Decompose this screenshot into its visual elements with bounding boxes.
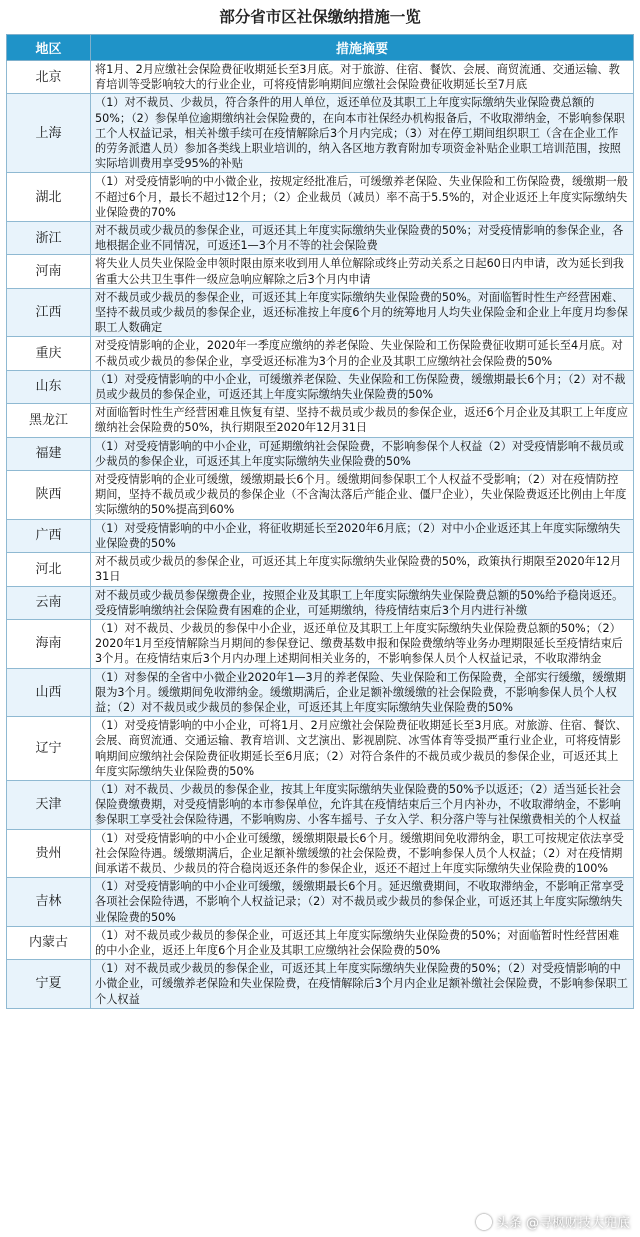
region-cell: 湖北 bbox=[7, 173, 91, 222]
summary-cell: 将1月、2月应缴社会保险费征收期延长至3月底。对于旅游、住宿、餐饮、会展、商贸流通、交通运输、教育培训等受影响较大的行业企业，可将疫情影响期间应缴社会保险费征收期延长至7月底 bbox=[91, 61, 634, 94]
summary-cell: 将失业人员失业保险金申领时限由原来收到用人单位解除或终止劳动关系之日起60日内申请，改为延长到我省重大公共卫生事件一级应急响应解除之后3个月内申请 bbox=[91, 255, 634, 288]
table-row bbox=[7, 780, 634, 829]
region-cell: 辽宁 bbox=[7, 717, 91, 781]
table-row bbox=[7, 586, 634, 619]
watermark bbox=[476, 1212, 630, 1231]
summary-cell: （1）对受疫情影响的中小企业，可延期缴纳社会保险费，不影响参保个人权益（2）对受疫情影响不裁员或少裁员的参保企业，可返还其上年度实际缴纳失业保险费的50% bbox=[91, 437, 634, 470]
table-row bbox=[7, 288, 634, 337]
summary-cell: （1）对受疫情影响的中小企业，可将1月、2月应缴社会保险费征收期延长至3月底。对旅游、住宿、餐饮、会展、商贸流通、交通运输、教育培训、文艺演出、影视剧院、冰雪体育等受损严重行业企业，可将疫情影响期间应缴纳社会保险费征收期延长至6月底；（2）对符合条件的不裁员或少裁员的参保企业，可返还其上年度实际缴纳失业保险费的50% bbox=[91, 717, 634, 781]
summary-cell: 对不裁员或少裁员参保缴费企业，按照企业及其职工上年度实际缴纳失业保险费总额的50%给予稳岗返还。受疫情影响缴纳社会保险费有困难的企业，可延期缴纳，待疫情结束后3个月内进行补缴 bbox=[91, 586, 634, 619]
summary-cell: （1）对受疫情影响的中小微企业，按规定经批准后，可缓缴养老保险、失业保险和工伤保险费，缓缴期一般不超过6个月，最长不超过12个月；（2）企业裁员（减员）率不高于5.5%的，对企业返还上年度实际缴纳失业保险费的70% bbox=[91, 173, 634, 222]
table-row bbox=[7, 553, 634, 586]
summary-cell: （1）对不裁员、少裁员，符合条件的用人单位，返还单位及其职工上年度实际缴纳失业保险费总额的50%；（2）参保单位逾期缴纳社会保险费的，在向本市社保经办机构报备后，不收取滞纳金，不影响参保职工个人权益记录，相关补缴手续可在疫情解除后3个月内完成；（3）对在停工期间组织职工（含在企业工作的劳务派遣人员）参加各类线上职业培训的，纳入各区地方教育附加专项资金补贴企业职工培训范围，按照实际培训费用享受95%的补贴 bbox=[91, 94, 634, 173]
table-row bbox=[7, 471, 634, 520]
region-cell: 山东 bbox=[7, 370, 91, 403]
region-cell: 河南 bbox=[7, 255, 91, 288]
region-cell: 海南 bbox=[7, 619, 91, 668]
table-row bbox=[7, 519, 634, 552]
summary-cell: （1）对受疫情影响的中小企业可缓缴，缓缴期限最长6个月。缓缴期间免收滞纳金，职工可按规定依法享受社会保险待遇。缓缴期满后，企业足额补缴缓缴的社会保险费，不影响参保人员个人权益；（2）对在疫情期间承诺不裁员、少裁员的符合稳岗返还条件的参保企业，返还不超过上年度实际缴纳失业保险费的100% bbox=[91, 829, 634, 878]
summary-cell: 对不裁员或少裁员的参保企业，可返还其上年度实际缴纳失业保险费的50%；对受疫情影响的参保企业，各地根据企业不同情况，可返还1—3个月不等的社会保险费 bbox=[91, 222, 634, 255]
region-cell: 黑龙江 bbox=[7, 404, 91, 437]
table-header bbox=[7, 35, 634, 61]
page-title: 部分省市区社保缴纳措施一览 bbox=[219, 8, 421, 26]
watermark-text: 头条 @寻枫财技大兜底 bbox=[495, 1216, 630, 1231]
summary-cell: （1）对受疫情影响的中小企业，可缓缴养老保险、失业保险和工伤保险费，缓缴期最长6个月；（2）对不裁员或少裁员的参保企业，可返还其上年度实际缴纳失业保险费的50% bbox=[91, 370, 634, 403]
region-cell: 天津 bbox=[7, 780, 91, 829]
region-cell: 福建 bbox=[7, 437, 91, 470]
region-cell: 上海 bbox=[7, 94, 91, 173]
table-row bbox=[7, 255, 634, 288]
summary-cell: 对受疫情影响的企业，2020年一季度应缴纳的养老保险、失业保险和工伤保险费征收期可延长至4月底。对不裁员或少裁员的参保企业，享受返还标准为3个月的企业及其职工应缴纳社会保险费的50% bbox=[91, 337, 634, 370]
header-summary: 措施摘要 bbox=[91, 35, 634, 61]
region-cell: 重庆 bbox=[7, 337, 91, 370]
summary-cell: 对不裁员或少裁员的参保企业，可返还其上年度实际缴纳失业保险费的50%。对面临暂时性生产经营困难、坚持不裁员或少裁员的参保企业，返还标准按上年度6个月的统筹地月人均失业保险金和企业上年度月均参保职工人数确定 bbox=[91, 288, 634, 337]
summary-cell: （1）对不裁员或少裁员的参保企业，可返还其上年度实际缴纳失业保险费的50%；对面临暂时性经营困难的中小企业，返还上年度6个月企业及其职工应缴纳社会保险费的50% bbox=[91, 926, 634, 959]
region-cell: 江西 bbox=[7, 288, 91, 337]
table-row bbox=[7, 404, 634, 437]
table-row bbox=[7, 61, 634, 94]
table-row bbox=[7, 829, 634, 878]
summary-cell: （1）对受疫情影响的中小企业，将征收期延长至2020年6月底；（2）对中小企业返还其上年度实际缴纳失业保险费的50% bbox=[91, 519, 634, 552]
header-row bbox=[7, 35, 634, 61]
region-cell: 广西 bbox=[7, 519, 91, 552]
region-cell: 河北 bbox=[7, 553, 91, 586]
table-row bbox=[7, 668, 634, 717]
region-cell: 陕西 bbox=[7, 471, 91, 520]
region-cell: 吉林 bbox=[7, 878, 91, 927]
summary-cell: 对受疫情影响的企业可缓缴，缓缴期最长6个月。缓缴期间参保职工个人权益不受影响；（2）对在疫情防控期间，坚持不裁员或少裁员的参保企业（不含淘汰落后产能企业、僵尸企业），失业保险费返还比例由上年度实际缴纳的50%提高到60% bbox=[91, 471, 634, 520]
region-cell: 山西 bbox=[7, 668, 91, 717]
table-row bbox=[7, 370, 634, 403]
table-row bbox=[7, 960, 634, 1009]
summary-cell: 对面临暂时性生产经营困难且恢复有望、坚持不裁员或少裁员的参保企业，返还6个月企业及其职工上年度应缴纳社会保险费的50%，执行期限至2020年12月31日 bbox=[91, 404, 634, 437]
table-row bbox=[7, 173, 634, 222]
region-cell: 贵州 bbox=[7, 829, 91, 878]
summary-cell: （1）对受疫情影响的中小企业可缓缴，缓缴期最长6个月。延迟缴费期间，不收取滞纳金，不影响正常享受各项社会保险待遇，不影响个人权益记录；（2）对不裁员或少裁员的参保企业，可返还其上年度实际缴纳失业保险费的50% bbox=[91, 878, 634, 927]
summary-cell: （1）对不裁员或少裁员的参保企业，可返还其上年度实际缴纳失业保险费的50%；（2）对受疫情影响的中小微企业，可缓缴养老保险和失业保险费，在疫情解除后3个月内企业足额补缴社会保险费，不影响参保职工个人权益 bbox=[91, 960, 634, 1009]
measures-table bbox=[6, 34, 634, 1009]
table-body bbox=[7, 61, 634, 1009]
region-cell: 北京 bbox=[7, 61, 91, 94]
table-row bbox=[7, 878, 634, 927]
table-row bbox=[7, 717, 634, 781]
table-row bbox=[7, 437, 634, 470]
table-row bbox=[7, 926, 634, 959]
summary-cell: （1）对不裁员、少裁员的参保企业，按其上年度实际缴纳失业保险费的50%予以返还；（2）适当延长社会保险费缴费期，对受疫情影响的本市参保单位，允许其在疫情结束后三个月内补办，不收取滞纳金，不影响参保职工享受社会保险待遇，不影响购房、小客车摇号、子女入学、积分落户等与社保缴费相关的个人权益 bbox=[91, 780, 634, 829]
header-region: 地区 bbox=[7, 35, 91, 61]
region-cell: 云南 bbox=[7, 586, 91, 619]
region-cell: 内蒙古 bbox=[7, 926, 91, 959]
summary-cell: （1）对参保的全省中小微企业2020年1—3月的养老保险、失业保险和工伤保险费，全部实行缓缴，缓缴期限为3个月。缓缴期间免收滞纳金。缓缴期满后，企业足额补缴缓缴的社会保险费，不影响参保人员个人权益；（2）对不裁员或少裁员的参保企业，可返还其上年度实际缴纳失业保险费的50% bbox=[91, 668, 634, 717]
region-cell: 宁夏 bbox=[7, 960, 91, 1009]
summary-cell: （1）对不裁员、少裁员的参保中小企业，返还单位及其职工上年度实际缴纳失业保险费总额的50%；（2）2020年1月至疫情解除当月期间的参保登记、缴费基数申报和保险费缴纳等业务办理期限延长至疫情结束后3个月。在疫情结束后3个月内办理上述期间相关业务的，不影响参保人员个人权益记录，不收取滞纳金 bbox=[91, 619, 634, 668]
watermark-logo-icon bbox=[476, 1214, 492, 1230]
region-cell: 浙江 bbox=[7, 222, 91, 255]
table-row bbox=[7, 619, 634, 668]
summary-cell: 对不裁员或少裁员的参保企业，可返还其上年度实际缴纳失业保险费的50%，政策执行期限至2020年12月31日 bbox=[91, 553, 634, 586]
table-row bbox=[7, 337, 634, 370]
table-row bbox=[7, 94, 634, 173]
table-row bbox=[7, 222, 634, 255]
